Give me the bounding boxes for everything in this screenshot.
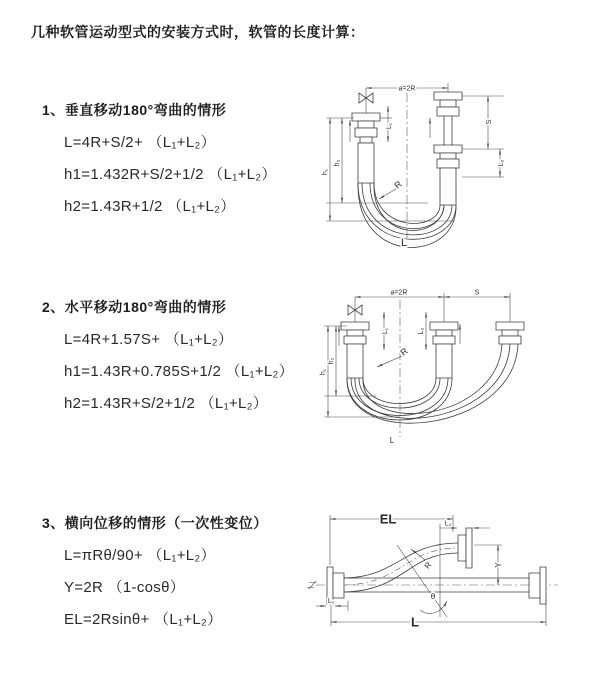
section-lateral-displacement (0, 513, 330, 629)
diagram-vertical-180-bend (315, 72, 550, 258)
dim-label-a2r: a=2R (398, 85, 416, 93)
dim-label-s: S (486, 119, 493, 125)
bend-angle-construction (397, 524, 447, 617)
right-flange (540, 567, 546, 604)
dim-label-h2: h₂ (334, 159, 341, 167)
radius-callout (411, 549, 434, 570)
dimension-l2 (418, 312, 426, 350)
braided-hose-hatch (436, 344, 452, 378)
radius-callout (377, 345, 410, 367)
radius-callout (379, 178, 404, 199)
braided-hose-hatch (440, 168, 456, 205)
dimension-h2 (334, 118, 342, 203)
dimension-l2 (498, 149, 505, 177)
dimension-a2r (366, 83, 448, 93)
valve-icon (348, 297, 362, 322)
hose-straight-position (327, 567, 546, 604)
dim-label-a2r: a=2R (390, 289, 408, 297)
valve-icon (359, 88, 373, 113)
formula-h1: h1=1.432R+S/2+1/2 （L₁+L₂） (64, 166, 277, 183)
dim-label-l2: L₂ (444, 520, 452, 528)
braided-hose-hatch (347, 344, 363, 378)
dim-label-theta: θ (430, 592, 436, 601)
page-title: 几种软管运动型式的安装方式时，软管的长度计算： (31, 24, 365, 40)
dimension-h2 (328, 326, 336, 396)
formula-l: L=4R+S/2+ （L₁+L₂） (64, 134, 216, 151)
moving-end-fitting-lower (434, 145, 462, 205)
dim-label-l1: L₁ (386, 122, 393, 130)
dim-label-h1: h₁ (320, 368, 327, 376)
formula-h2: h2=1.43R+1/2 （L₁+L₂） (64, 198, 236, 215)
formula-l: L=πRθ/90+ （L₁+L₂） (64, 547, 216, 564)
section-1-heading: 1、垂直移动180°弯曲的情形 (42, 102, 227, 118)
dim-label-l2: L₂ (498, 159, 505, 167)
formula-h1: h1=1.43R+0.785S+1/2 （L₁+L₂） (64, 363, 294, 380)
dimension-s (444, 290, 510, 323)
section-horizontal-180 (0, 297, 330, 413)
dimension-a2r (355, 290, 444, 298)
dim-label-l-total: L (389, 436, 395, 445)
dim-label-r: R (398, 345, 410, 358)
fixed-end-fitting (352, 113, 380, 183)
formula-h2: h2=1.43R+S/2+1/2 （L₁+L₂） (64, 395, 269, 412)
dimension-l2 (440, 521, 490, 529)
dimension-l1 (380, 106, 393, 142)
dim-label-l-total: L (400, 237, 408, 249)
dim-label-l1: L₁ (382, 327, 389, 335)
diagram-lateral-displacement (305, 508, 565, 650)
dim-label-r: R (392, 178, 404, 191)
dim-label-h2: h₂ (328, 357, 335, 365)
dimension-l1 (382, 312, 389, 350)
moving-end-fitting-position-1 (430, 322, 458, 378)
dim-label-el: EL (379, 511, 397, 527)
section-2-heading: 2、水平移动180°弯曲的情形 (42, 299, 227, 315)
upper-flange (466, 528, 472, 568)
dimension-y (474, 545, 503, 585)
dim-label-l1: L₁ (327, 598, 335, 605)
dim-label-r: R (422, 560, 434, 571)
dim-label-s: S (474, 289, 480, 297)
section-vertical-180 (0, 100, 330, 216)
dim-label-l: L (411, 614, 419, 630)
hose-u-curves (347, 344, 518, 423)
dim-label-l2: L₂ (418, 327, 425, 335)
centerline-symbol (307, 581, 316, 589)
moving-end-fitting-position-2 (496, 322, 524, 344)
dim-label-h1: h₁ (322, 168, 329, 176)
diagram-horizontal-180-bend (315, 283, 545, 450)
section-3-heading: 3、横向位移的情形（一次性变位） (42, 515, 268, 531)
moving-end-fitting-upper (434, 92, 462, 145)
formula-y: Y=2R （1-cosθ） (64, 579, 186, 596)
braided-hose-hatch (358, 143, 374, 183)
fixed-end-fitting (341, 322, 369, 378)
formula-el: EL=2Rsinθ+ （L₁+L₂） (64, 611, 223, 628)
dim-label-y: Y (494, 562, 503, 568)
formula-l: L=4R+1.57S+ （L₁+L₂） (64, 331, 234, 348)
dimension-el (330, 512, 453, 566)
hose-displaced-position (344, 528, 472, 592)
dimension-l1 (316, 598, 348, 611)
